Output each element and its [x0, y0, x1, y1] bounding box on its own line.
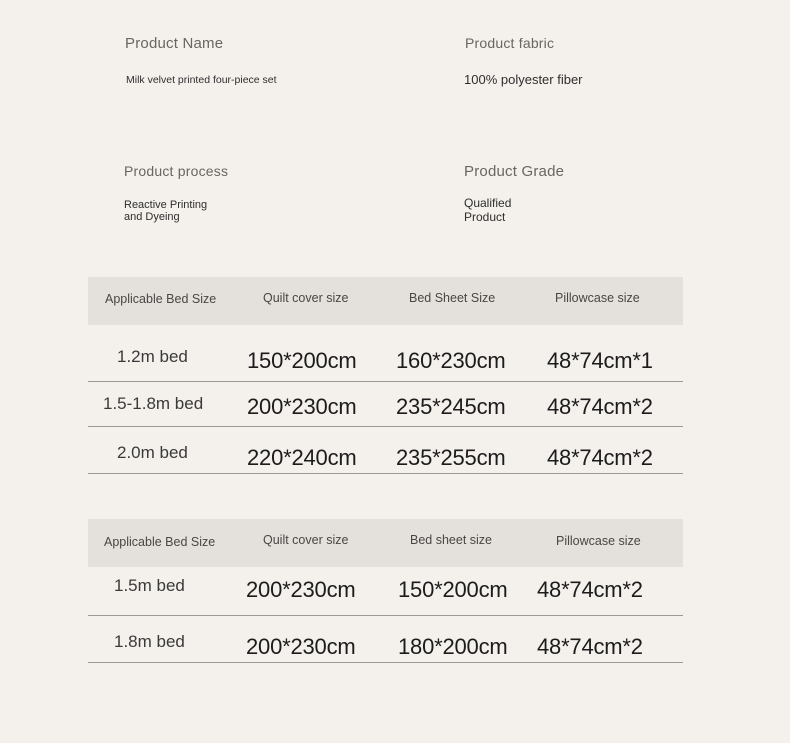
- row-bed-sheet: 160*230cm: [396, 348, 506, 373]
- header-quilt-cover: Quilt cover size: [263, 533, 349, 547]
- row-quilt-cover: 220*240cm: [247, 445, 357, 470]
- row-divider: [88, 426, 683, 427]
- product-fabric-value: 100% polyester fiber: [464, 72, 583, 87]
- row-pillowcase: 48*74cm*2: [537, 634, 643, 659]
- row-bed-sheet: 180*200cm: [398, 634, 508, 659]
- product-process-label: Product process: [124, 163, 229, 179]
- header-pillowcase: Pillowcase size: [556, 534, 641, 548]
- row-quilt-cover: 200*230cm: [247, 394, 357, 419]
- row-bed-size: 1.5m bed: [114, 576, 185, 595]
- row-pillowcase: 48*74cm*2: [547, 394, 653, 419]
- header-bed-size: Applicable Bed Size: [104, 535, 216, 549]
- row-bed-size: 1.8m bed: [114, 632, 185, 651]
- product-name-value: Milk velvet printed four-piece set: [126, 74, 277, 86]
- row-divider: [88, 662, 683, 663]
- row-quilt-cover: 200*230cm: [246, 634, 356, 659]
- row-divider: [88, 615, 683, 616]
- product-grade-value: Qualified Product: [464, 196, 512, 224]
- product-grade-label: Product Grade: [464, 163, 565, 180]
- row-bed-sheet: 150*200cm: [398, 577, 508, 602]
- product-name-label: Product Name: [125, 35, 224, 52]
- row-divider: [88, 473, 683, 474]
- row-bed-sheet: 235*255cm: [396, 445, 506, 470]
- header-bed-sheet: Bed sheet size: [410, 533, 492, 547]
- size-table-1: [88, 277, 683, 475]
- row-pillowcase: 48*74cm*2: [537, 577, 643, 602]
- row-quilt-cover: 200*230cm: [246, 577, 356, 602]
- row-bed-size: 1.2m bed: [117, 347, 188, 366]
- header-bed-sheet: Bed Sheet Size: [409, 291, 496, 305]
- row-bed-size: 1.5-1.8m bed: [103, 394, 204, 413]
- header-pillowcase: Pillowcase size: [555, 291, 640, 305]
- row-divider: [88, 381, 683, 382]
- row-bed-sheet: 235*245cm: [396, 394, 506, 419]
- product-fabric-label: Product fabric: [465, 35, 555, 51]
- size-table-2: [88, 519, 683, 665]
- table-header: [88, 277, 683, 325]
- row-pillowcase: 48*74cm*1: [547, 348, 653, 373]
- row-pillowcase: 48*74cm*2: [547, 445, 653, 470]
- header-bed-size: Applicable Bed Size: [105, 292, 217, 306]
- row-quilt-cover: 150*200cm: [247, 348, 357, 373]
- table-header: [88, 519, 683, 567]
- row-bed-size: 2.0m bed: [117, 443, 188, 462]
- header-quilt-cover: Quilt cover size: [263, 291, 349, 305]
- product-process-value: Reactive Printing and Dyeing: [124, 199, 208, 223]
